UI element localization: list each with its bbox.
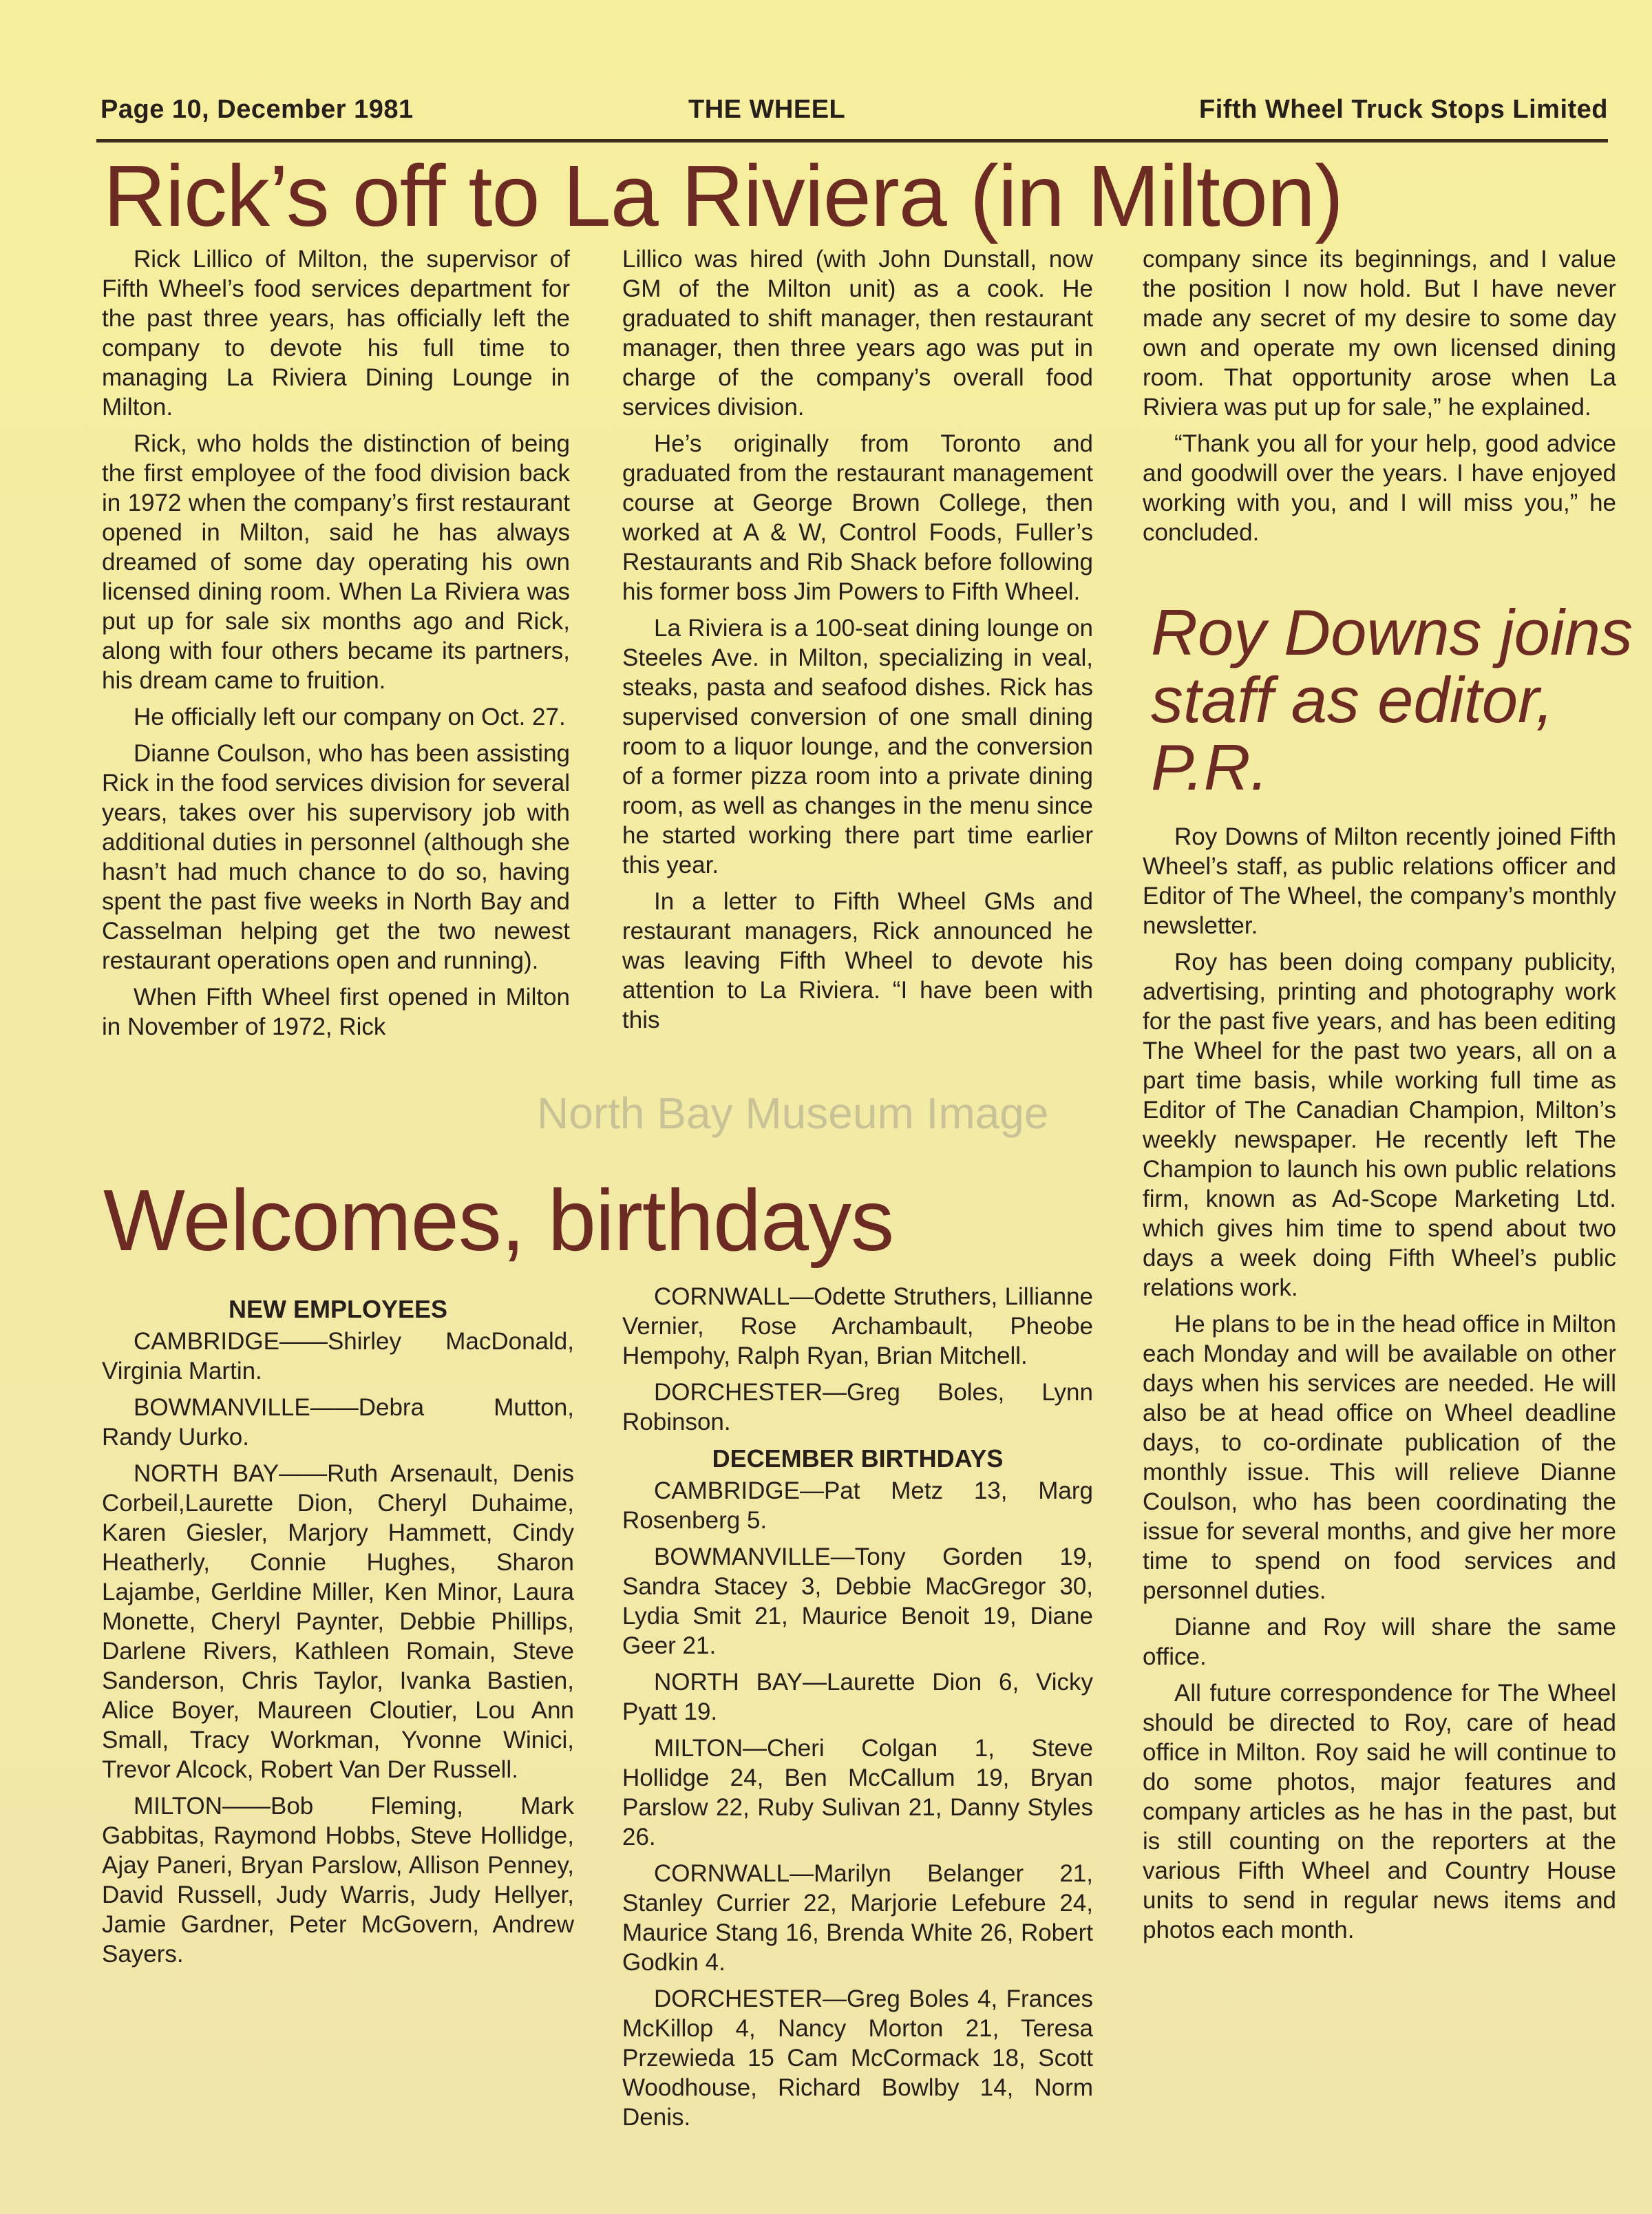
paragraph: He officially left our company on Oct. 27. <box>134 704 566 730</box>
paragraph: He plans to be in the head office in Milton each Monday and will be available on other days when his services are needed. He will also be at head office on Wheel deadline days, to co-ordinate publication of the monthly issue. This will relieve Dianne Coulson, who has been coordinating the issue for several months, and give her more time to spend on food services and personnel duties. <box>1143 1311 1616 1604</box>
list-item: NORTH BAY——Ruth Arsenault, Denis Corbeil,Laurette Dion, Cheryl Duhaime, Karen Giesler, Marjory Hammett, Cindy Heatherly, Connie Hughes, Sharon Lajambe, Gerldine Miller, Ken Minor, Laura Monette, Cheryl Paynter, Debbie Phillips, Darlene Rivers, Kathleen Romain, Steve Sanderson, Chris Taylor, Ivanka Bastien, Alice Boyer, Maureen Cloutier, Lou Ann Small, Tracy Workman, Yvonne Winici, Trevor Alcock, Robert Van Der Russell. <box>102 1460 574 1783</box>
article-headline-rick: Rick’s off to La Riviera (in Milton) <box>103 147 1343 244</box>
list-item: BOWMANVILLE——Debra Mutton, Randy Uurko. <box>102 1394 574 1451</box>
new-employees-title: NEW EMPLOYEES <box>228 1295 448 1323</box>
paragraph: He’s originally from Toronto and graduated from the restaurant management course at George Brown College, then worked at A & W, Control Foods, Fuller’s Restaurants and Rib Shack before following his former boss Jim Powers to Fifth Wheel. <box>622 430 1093 605</box>
list-item: BOWMANVILLE—Tony Gorden 19, Sandra Stacey 3, Debbie MacGregor 30, Lydia Smit 21, Maurice Benoit 19, Diane Geer 21. <box>622 1543 1093 1659</box>
list-item: MILTON—Cheri Colgan 1, Steve Hollidge 24, Ben McCallum 19, Bryan Parslow 22, Ruby Sulivan 21, Danny Styles 26. <box>622 1735 1093 1851</box>
paragraph: “Thank you all for your help, good advice and goodwill over the years. I have enjoyed working with you, and I will miss you,” he concluded. <box>1143 430 1616 546</box>
list-item: CAMBRIDGE—Pat Metz 13, Marg Rosenberg 5. <box>622 1477 1093 1534</box>
list-item: CAMBRIDGE——Shirley MacDonald, Virginia Martin. <box>102 1328 574 1384</box>
article-rick-column-2 <box>622 244 1093 1042</box>
paragraph: When Fifth Wheel first opened in Milton in November of 1972, Rick <box>102 984 570 1040</box>
article-headline-roy: Roy Downs joins staff as editor, P.R. <box>1151 596 1633 803</box>
paragraph: company since its beginnings, and I value the position I now hold. But I have never made any secret of my desire to some day own and operate my own licensed dining room. That opportunity arose when La Riviera was put up for sale,” he explained. <box>1143 246 1616 421</box>
list-item: MILTON——Bob Fleming, Mark Gabbitas, Raymond Hobbs, Steve Hollidge, Ajay Paneri, Bryan Parslow, Allison Penney, David Russell, Judy Warris, Judy Hellyer, Jamie Gardner, Peter McGovern, Andrew Sayers. <box>102 1793 574 1968</box>
list-item: DORCHESTER—Greg Boles, Lynn Robinson. <box>622 1379 1093 1435</box>
paragraph: Rick Lillico of Milton, the supervisor of Fifth Wheel’s food services department for the past three years, has officially left the company to devote his full time to managing La Riviera Dining Lounge in Milton. <box>102 246 570 421</box>
paragraph: All future correspondence for The Wheel should be directed to Roy, care of head office in Milton. Roy said he will continue to do some photos, major features and company articles as he has in the past, but is still counting on the reporters at the various Fifth Wheel and Country House units to send in regular news items and photos each month. <box>1143 1680 1616 1943</box>
paragraph: Dianne Coulson, who has been assisting Rick in the food services division for several years, takes over his supervisory job with additional duties in personnel (although she hasn’t had much chance to do so, having spent the past five weeks in North Bay and Casselman helping get the two newest restaurant operations open and running). <box>102 740 570 974</box>
article-rick-column-1 <box>102 244 570 1048</box>
paragraph: Roy has been doing company publicity, advertising, printing and photography work for the past five years, and has been editing The Wheel for the past two years, all on a part time basis, while working full time as Editor of The Canadian Champion, Milton’s weekly newspaper. He recently left The Champion to launch his own public relations firm, known as Ad-Scope Marketing Ltd. which gives him time to spend about two days a week doing Fifth Wheel’s public relations work. <box>1143 949 1616 1301</box>
paragraph: Lillico was hired (with John Dunstall, now GM of the Milton unit) as a cook. He graduated to shift manager, then restaurant manager, then three years ago was put in charge of the company’s overall food services division. <box>622 246 1093 421</box>
list-item: CORNWALL—Odette Struthers, Lillianne Vernier, Rose Archambault, Pheobe Hempohy, Ralph Ryan, Brian Mitchell. <box>622 1283 1093 1369</box>
birthdays-column <box>622 1282 1093 2139</box>
new-employees-column <box>102 1294 574 1976</box>
publication-title: THE WHEEL <box>688 95 846 124</box>
paragraph: In a letter to Fifth Wheel GMs and restaurant managers, Rick announced he was leaving Fifth Wheel to devote his attention to La Riviera. “I have been with this <box>622 888 1093 1033</box>
paragraph: Rick, who holds the distinction of being the first employee of the food division back in 1972 when the company’s first restaurant opened in Milton, said he has always dreamed of some day operating his own licensed dining room. When La Riviera was put up for sale six months ago and Rick, along with four others became its partners, his dream came to fruition. <box>102 430 570 694</box>
page-date: Page 10, December 1981 <box>100 95 414 124</box>
header-rule <box>96 139 1608 143</box>
paragraph: La Riviera is a 100-seat dining lounge on Steeles Ave. in Milton, specializing in veal, steaks, pasta and seafood dishes. Rick has supervised conversion of one small dining room to a liquor lounge, and the conversion of a former pizza room into a private dining room, as well as changes in the menu since he started working there part time earlier this year. <box>622 615 1093 878</box>
article-headline-welcomes: Welcomes, birthdays <box>103 1172 894 1269</box>
list-item: DORCHESTER—Greg Boles 4, Frances McKillop 4, Nancy Morton 21, Teresa Przewieda 15 Cam McCormack 18, Scott Woodhouse, Richard Bowlby 14, Norm Denis. <box>622 1985 1093 2131</box>
article-rick-column-3 <box>1143 244 1616 554</box>
watermark: North Bay Museum Image <box>537 1088 1049 1138</box>
paragraph: Dianne and Roy will share the same office. <box>1143 1614 1616 1670</box>
list-item: CORNWALL—Marilyn Belanger 21, Stanley Currier 22, Marjorie Lefebure 24, Maurice Stang 16, Brenda White 26, Robert Godkin 4. <box>622 1860 1093 1976</box>
paragraph: Roy Downs of Milton recently joined Fifth Wheel’s staff, as public relations officer and Editor of The Wheel, the company’s monthly newsletter. <box>1143 823 1616 939</box>
company-name: Fifth Wheel Truck Stops Limited <box>1199 95 1608 124</box>
list-item: NORTH BAY—Laurette Dion 6, Vicky Pyatt 19. <box>622 1669 1093 1725</box>
birthdays-title: DECEMBER BIRTHDAYS <box>712 1444 1004 1473</box>
article-roy-body <box>1143 822 1616 1952</box>
